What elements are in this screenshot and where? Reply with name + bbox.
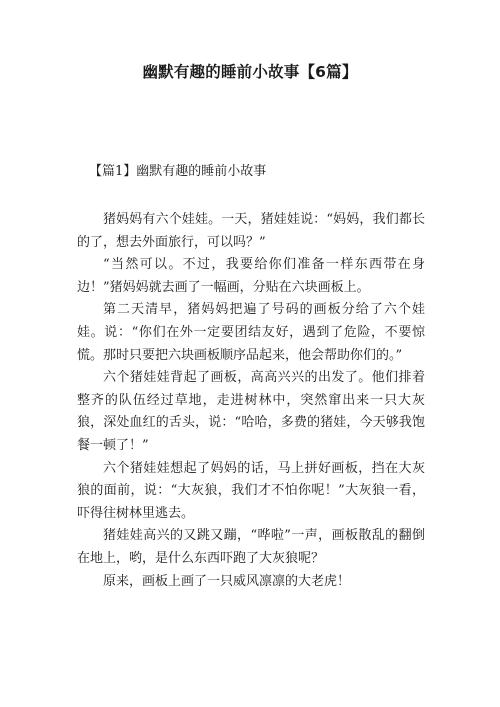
paragraph: 第二天清早，猪妈妈把遍了号码的画板分给了六个娃娃。说：“你们在外一定要团结友好，遇到了危险，不要惊慌。那时只要把六块画板顺序品起来，他会帮助你们的。” bbox=[77, 302, 425, 363]
paragraph: 六个猪娃娃想起了妈妈的话，马上拼好画板，挡在大灰狼的面前，说：“大灰狼，我们才不怕你呢！”大灰狼一看，吓得往树林里逃去。 bbox=[77, 460, 425, 521]
document-title: 幽默有趣的睡前小故事【6篇】 bbox=[142, 63, 358, 81]
section-heading: 【篇1】幽默有趣的睡前小故事 bbox=[89, 164, 267, 179]
story-body bbox=[77, 212, 425, 593]
paragraph: 猪妈妈有六个娃娃。一天，猪娃娃说：“妈妈，我们都长的了，想去外面旅行，可以吗？” bbox=[77, 212, 425, 250]
paragraph: 猪娃娃高兴的又跳又蹦，“哗啦”一声，画板散乱的翻倒在地上，哟，是什么东西吓跑了大灰狼呢？ bbox=[77, 528, 425, 566]
paragraph: 原来，画板上画了一只威风凛凛的大老虎！ bbox=[103, 573, 351, 589]
paragraph: “当然可以。不过，我要给你们准备一样东西带在身边！”猪妈妈就去画了一幅画，分贴在六块画板上。 bbox=[77, 257, 425, 295]
paragraph: 六个猪娃娃背起了画板，高高兴兴的出发了。他们排着整齐的队伍经过草地，走进树林中，突然窜出来一只大灰狼，深处血红的舌头，说：“哈哈，多费的猪娃，今天够我饱餐一顿了！” bbox=[77, 370, 425, 453]
